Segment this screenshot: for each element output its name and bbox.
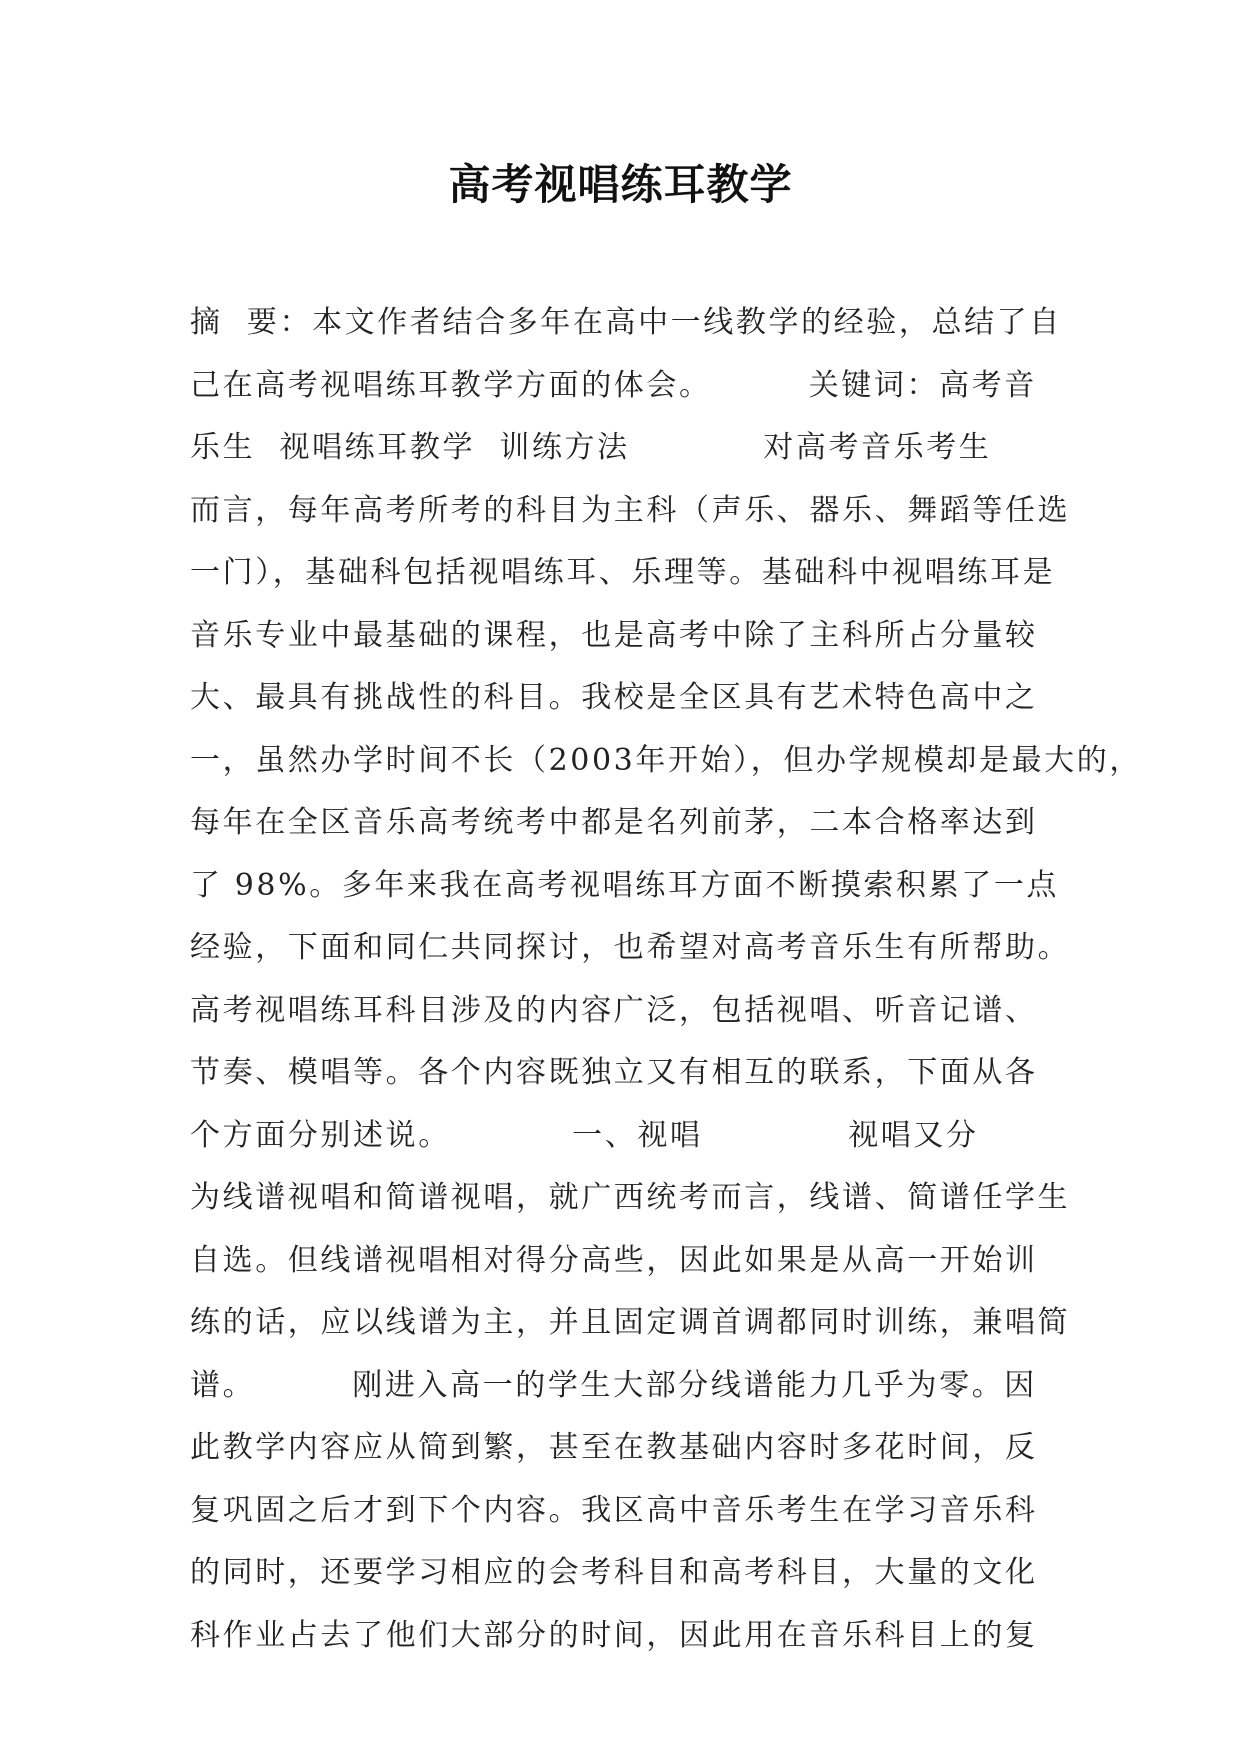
body-line: 的同时，还要学习相应的会考科目和高考科目，大量的文化 [190, 1555, 1038, 1590]
body-line: 科作业占去了他们大部分的时间，因此用在音乐科目上的复 [190, 1617, 1038, 1653]
body-line: 了 98%。多年来我在高考视唱练耳方面不断摸索积累了一点 [190, 867, 1060, 903]
body-line: 节奏、模唱等。各个内容既独立又有相互的联系，下面从各 [190, 1055, 1038, 1090]
document-body [190, 292, 1142, 1667]
body-line: 大、最具有挑战性的科目。我校是全区具有艺术特色高中之 [190, 680, 1038, 715]
body-line: 一，虽然办学时间不长（2003年开始），但办学规模却是最大的， [190, 742, 1142, 778]
document-title: 高考视唱练耳教学 [448, 160, 793, 209]
body-line: 而言，每年高考所考的科目为主科（声乐、器乐、舞蹈等任选 [190, 492, 1071, 528]
body-line: 为线谱视唱和简谱视唱，就广西统考而言，线谱、简谱任学生 [190, 1180, 1071, 1215]
body-line: 每年在全区音乐高考统考中都是名列前茅，二本合格率达到 [190, 805, 1038, 840]
body-line: 高考视唱练耳科目涉及的内容广泛，包括视唱、听音记谱、 [190, 992, 1038, 1028]
body-line: 经验，下面和同仁共同探讨，也希望对高考音乐生有所帮助。 [190, 930, 1071, 965]
body-line: 一门），基础科包括视唱练耳、乐理等。基础科中视唱练耳是 [190, 555, 1056, 590]
body-line: 音乐专业中最基础的课程，也是高考中除了主科所占分量较 [190, 617, 1038, 653]
body-line: 个方面分别述说。 一、视唱 视唱又分 [190, 1117, 979, 1153]
body-line: 谱。 刚进入高一的学生大部分线谱能力几乎为零。因 [190, 1367, 1037, 1403]
body-line: 复巩固之后才到下个内容。我区高中音乐考生在学习音乐科 [190, 1492, 1038, 1528]
body-line: 己在高考视唱练耳教学方面的体会。 关键词：高考音 [190, 367, 1037, 403]
body-line: 乐生 视唱练耳教学 训练方法 对高考音乐考生 [190, 430, 992, 465]
body-line: 自选。但线谱视唱相对得分高些，因此如果是从高一开始训 [190, 1242, 1038, 1278]
body-line: 此教学内容应从简到繁，甚至在教基础内容时多花时间，反 [190, 1430, 1038, 1465]
body-line: 摘 要：本文作者结合多年在高中一线教学的经验，总结了自 [190, 305, 1062, 340]
body-line: 练的话，应以线谱为主，并且固定调首调都同时训练，兼唱简 [190, 1305, 1071, 1340]
